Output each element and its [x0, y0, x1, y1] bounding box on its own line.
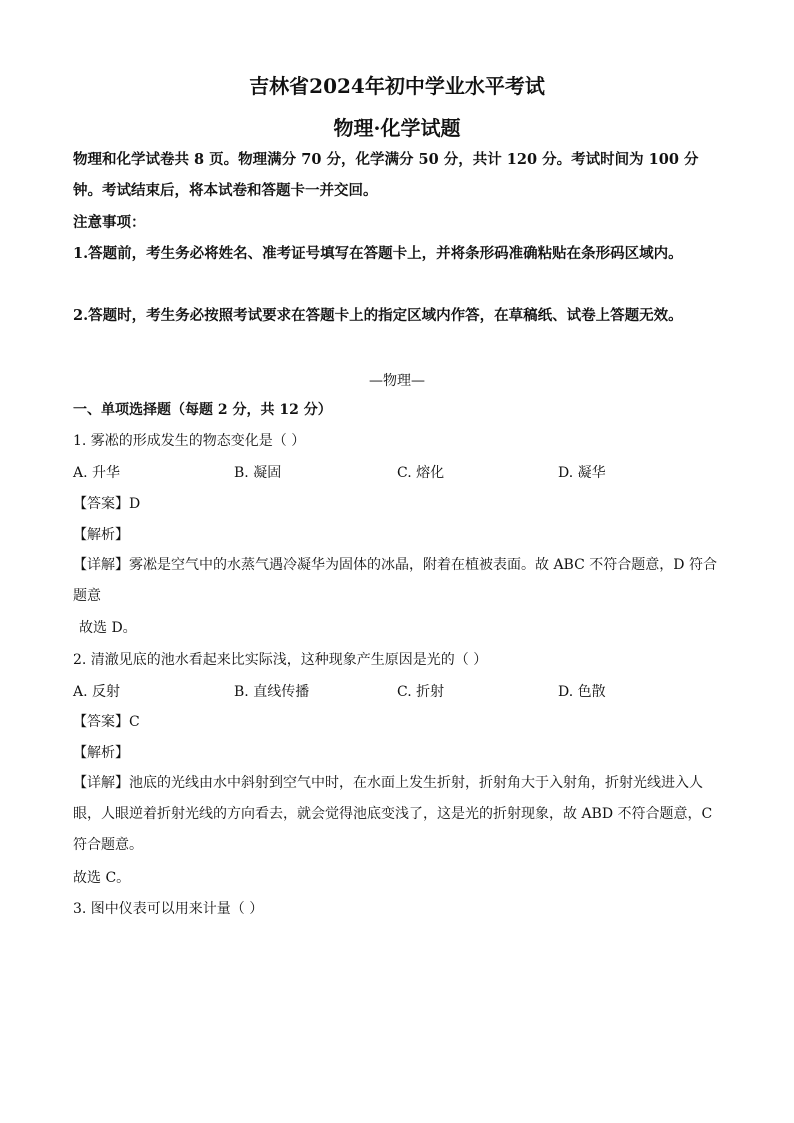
note-2: 2.答题时，考生务必按照考试要求在答题卡上的指定区域内作答，在草稿纸、试卷上答题无效。 — [73, 307, 683, 324]
q2-answer: 【答案】C — [73, 714, 140, 730]
q1-detail: 【详解】雾凇是空气中的水蒸气遇冷凝华为固体的冰晶，附着在植被表面。故 ABC 不符合题意，D 符合题意 — [73, 557, 717, 604]
q2-conclusion: 故选 C。 — [73, 870, 131, 886]
q2-detail: 【详解】池底的光线由水中斜射到空气中时，在水面上发生折射，折射角大于入射角，折射光线进入人眼，人眼逆着折射光线的方向看去，就会觉得池底变浅了，这是光的折射现象，故 ABD 不符合题意，C 符合题意。 — [73, 775, 713, 853]
q1-conclusion: 故选 D。 — [79, 620, 137, 636]
q2-analysis: 【解析】 — [73, 745, 129, 761]
section-physics: —物理— — [369, 373, 425, 389]
q2-option-d: D. 色散 — [558, 684, 606, 700]
exam-subtitle: 物理·化学试题 — [333, 116, 461, 140]
q1-option-c: C. 熔化 — [397, 465, 445, 481]
q1-option-a: A. 升华 — [73, 465, 121, 481]
notes-heading: 注意事项： — [73, 214, 146, 231]
q1-analysis: 【解析】 — [73, 527, 129, 543]
q2-option-c: C. 折射 — [397, 684, 445, 700]
q1-stem: 1. 雾凇的形成发生的物态变化是（ ） — [73, 433, 306, 449]
q1-answer: 【答案】D — [73, 496, 141, 512]
q2-stem: 2. 清澈见底的池水看起来比实际浅，这种现象产生原因是光的（ ） — [73, 652, 488, 668]
intro-text: 物理和化学试卷共 8 页。物理满分 70 分，化学满分 50 分，共计 120 分。考试时间为 100 分钟。考试结束后，将本试卷和答题卡一并交回。 — [73, 151, 699, 199]
q3-stem: 3. 图中仪表可以用来计量（ ） — [73, 901, 264, 917]
note-1: 1.答题前，考生务必将姓名、准考证号填写在答题卡上，并将条形码准确粘贴在条形码区域内。 — [73, 245, 683, 262]
q1-option-b: B. 凝固 — [234, 465, 282, 481]
q2-option-b: B. 直线传播 — [234, 684, 310, 700]
exam-title: 吉林省2024年初中学业水平考试 — [249, 74, 545, 98]
q2-option-a: A. 反射 — [73, 684, 121, 700]
part1-heading: 一、单项选择题（每题 2 分，共 12 分） — [73, 402, 332, 418]
q1-option-d: D. 凝华 — [558, 465, 606, 481]
